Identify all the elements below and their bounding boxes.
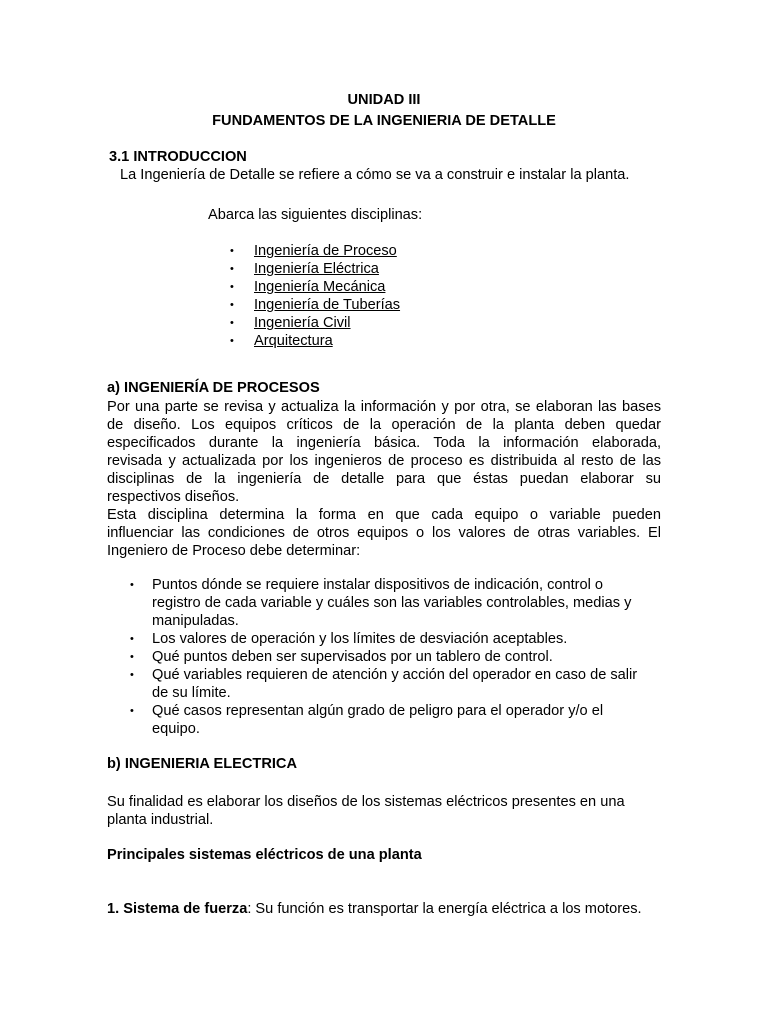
paragraph-line: Por una parte se revisa y actualiza la información y por otra, se elaboran las bases (107, 399, 661, 415)
section-a-heading: a) INGENIERÍA DE PROCESOS (107, 380, 320, 396)
list-item: • Qué puntos deben ser supervisados por un tablero de control. (130, 649, 553, 665)
unit-heading: UNIDAD III (347, 92, 421, 108)
paragraph-line: especificados durante la ingeniería básica. Toda la información elaborada, (107, 435, 661, 451)
list-item: • Ingeniería de Proceso (230, 243, 397, 259)
discipline-link-tuberias[interactable]: Ingeniería de Tuberías (254, 297, 401, 313)
list-item: • Los valores de operación y los límites de desviación aceptables. (130, 631, 568, 647)
section-b-heading: b) INGENIERIA ELECTRICA (107, 756, 297, 772)
paragraph-line: revisada y actualizada por los ingenieros de proceso es distribuida al resto de las (107, 453, 661, 469)
paragraph-line: planta industrial. (107, 812, 214, 828)
list-item: • Ingeniería Mecánica (230, 279, 386, 295)
system-item-text: : Su función es transportar la energía eléctrica a los motores. (247, 901, 642, 917)
requirements-list (130, 576, 670, 738)
paragraph-line: disciplinas de la ingeniería de detalle para que éstas puedan elaborar su (107, 471, 661, 487)
list-item: • Ingeniería Eléctrica (230, 261, 379, 277)
intro-text: La Ingeniería de Detalle se refiere a cómo se va a construir e instalar la planta. (120, 167, 630, 183)
paragraph-line: Su finalidad es elaborar los diseños de los sistemas eléctricos presentes en una (107, 794, 625, 810)
document-title: FUNDAMENTOS DE LA INGENIERIA DE DETALLE (212, 113, 556, 129)
section-a-paragraph-2 (107, 506, 661, 560)
discipline-link-arquitectura[interactable]: Arquitectura (254, 333, 333, 349)
paragraph-line: Ingeniero de Proceso debe determinar: (107, 543, 361, 559)
paragraph-line: de diseño. Los equipos críticos de la operación de la planta deben quedar (107, 417, 661, 433)
list-item: • Qué variables requieren de atención y acción del operador en caso de salir de su límite. (130, 667, 638, 701)
paragraph-line: Esta disciplina determina la forma en que cada equipo o variable pueden (107, 507, 661, 523)
system-item-label: 1. Sistema de fuerza (107, 901, 248, 917)
disciplines-intro: Abarca las siguientes disciplinas: (208, 207, 423, 223)
list-item: • Arquitectura (230, 333, 333, 349)
discipline-link-proceso[interactable]: Ingeniería de Proceso (254, 243, 397, 259)
discipline-link-civil[interactable]: Ingeniería Civil (254, 315, 351, 331)
section-b-subheading: Principales sistemas eléctricos de una planta (107, 847, 422, 863)
section-b-paragraph (107, 793, 625, 829)
paragraph-line: respectivos diseños. (107, 489, 240, 505)
discipline-link-electrica[interactable]: Ingeniería Eléctrica (254, 261, 379, 277)
disciplines-list (230, 242, 400, 350)
paragraph-line: influenciar las condiciones de otros equipos o los valores de otras variables. El (107, 525, 661, 541)
list-item: • Ingeniería Civil (230, 315, 351, 331)
section-a-paragraph-1 (107, 398, 661, 506)
list-item: • Ingeniería de Tuberías (230, 297, 401, 313)
list-item: • Puntos dónde se requiere instalar dispositivos de indicación, control o registro de cada variable y cuáles son las variables controlables, medias y manipuladas. (130, 577, 632, 629)
intro-heading: 3.1 INTRODUCCION (109, 149, 247, 165)
system-item-1 (107, 901, 642, 917)
list-item: • Qué casos representan algún grado de peligro para el operador y/o el equipo. (130, 703, 604, 737)
discipline-link-mecanica[interactable]: Ingeniería Mecánica (254, 279, 386, 295)
